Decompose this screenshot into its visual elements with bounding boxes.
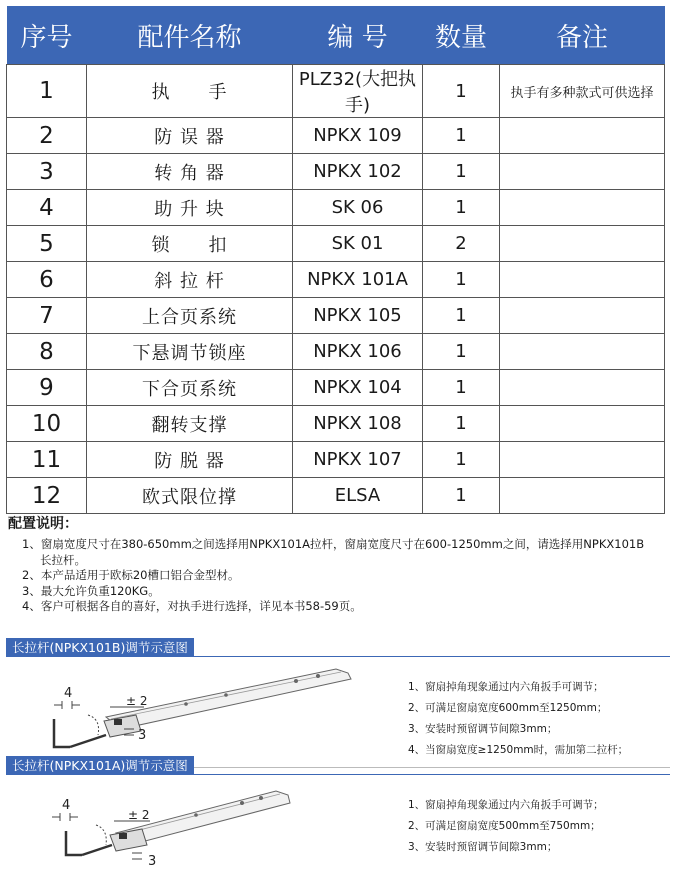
cell-code: NPKX 105 xyxy=(293,298,423,334)
rod-adjustment-diagram xyxy=(6,775,406,875)
dim-4: 4 xyxy=(62,798,71,813)
rod-adjustment-diagram xyxy=(6,657,406,767)
panel-npkx101b xyxy=(6,638,670,768)
cell-no: 4 xyxy=(7,190,87,226)
cell-name: 下合页系统 xyxy=(87,370,293,406)
cell-name: 锁 扣 xyxy=(87,226,293,262)
table-row xyxy=(7,154,665,190)
header-name: 配件名称 xyxy=(87,6,293,65)
hex-key-icon xyxy=(66,831,112,855)
cell-qty: 1 xyxy=(423,65,500,118)
cell-no: 8 xyxy=(7,334,87,370)
cell-no: 12 xyxy=(7,478,87,514)
cell-name: 上合页系统 xyxy=(87,298,293,334)
cell-code: NPKX 107 xyxy=(293,442,423,478)
cell-qty: 1 xyxy=(423,334,500,370)
cell-no: 5 xyxy=(7,226,87,262)
cell-name: 欧式限位撑 xyxy=(87,478,293,514)
cell-qty: 1 xyxy=(423,370,500,406)
cell-no: 6 xyxy=(7,262,87,298)
panel-title: 长拉杆(NPKX101A)调节示意图 xyxy=(6,756,194,775)
cell-name: 下悬调节锁座 xyxy=(87,334,293,370)
table-row xyxy=(7,65,665,118)
config-line: 2、本产品适用于欧标20槽口铝合金型材。 xyxy=(22,568,240,582)
table-row xyxy=(7,478,665,514)
cell-code: NPKX 104 xyxy=(293,370,423,406)
cell-qty: 1 xyxy=(423,262,500,298)
cell-qty: 1 xyxy=(423,298,500,334)
cell-name: 助 升 块 xyxy=(87,190,293,226)
config-title: 配置说明： xyxy=(8,516,78,532)
cell-no: 2 xyxy=(7,118,87,154)
header-no: 序号 xyxy=(7,6,87,65)
cell-qty: 1 xyxy=(423,154,500,190)
table-row xyxy=(7,406,665,442)
panel-npkx101a xyxy=(6,756,670,875)
header-code: 编 号 xyxy=(293,6,423,65)
cell-code: SK 06 xyxy=(293,190,423,226)
config-line: 1、窗扇宽度尺寸在380-650mm之间选择用NPKX101A拉杆，窗扇宽度尺寸在600-1250mm之间，请选择用NPKX101B xyxy=(22,537,645,551)
cell-code: NPKX 106 xyxy=(293,334,423,370)
cell-name: 转 角 器 xyxy=(87,154,293,190)
cell-code: PLZ32(大把执手) xyxy=(293,65,423,118)
panel-b-list xyxy=(408,679,628,763)
cell-code: SK 01 xyxy=(293,226,423,262)
cell-code: NPKX 101A xyxy=(293,262,423,298)
list-item: 1、窗扇掉角现象通过内六角扳手可调节； xyxy=(408,799,604,811)
cell-note xyxy=(500,406,665,442)
list-item: 2、可满足窗扇宽度500mm至750mm； xyxy=(408,820,601,832)
list-item: 3、安装时预留调节间隙3mm； xyxy=(408,723,558,735)
rod-base xyxy=(110,829,147,851)
cell-no: 10 xyxy=(7,406,87,442)
panel-title: 长拉杆(NPKX101B)调节示意图 xyxy=(6,638,194,657)
dim-3: 3 xyxy=(138,728,147,743)
config-notes xyxy=(8,513,678,615)
cell-note xyxy=(500,442,665,478)
table-row xyxy=(7,118,665,154)
cell-note: 执手有多种款式可供选择 xyxy=(500,65,665,118)
config-line: 3、最大允许负重120KG。 xyxy=(22,583,160,598)
list-item: 1、窗扇掉角现象通过内六角扳手可调节； xyxy=(408,681,604,693)
config-line: 4、客户可根据各自的喜好，对执手进行选择，详见本书58-59页。 xyxy=(22,599,362,613)
cell-no: 1 xyxy=(7,65,87,118)
cell-no: 7 xyxy=(7,298,87,334)
cell-qty: 1 xyxy=(423,406,500,442)
panel-a-list xyxy=(408,797,604,860)
cell-name: 防 误 器 xyxy=(87,118,293,154)
table-row xyxy=(7,298,665,334)
list-item: 4、当窗扇宽度≥1250mm时，需加第二拉杆； xyxy=(408,744,629,756)
rotation-arrow xyxy=(88,715,99,735)
dim-4: 4 xyxy=(64,686,73,701)
cell-note xyxy=(500,298,665,334)
cell-qty: 2 xyxy=(423,226,500,262)
cell-code: NPKX 109 xyxy=(293,118,423,154)
cell-no: 11 xyxy=(7,442,87,478)
cell-code: ELSA xyxy=(293,478,423,514)
cell-qty: 1 xyxy=(423,478,500,514)
table-row xyxy=(7,226,665,262)
cell-note xyxy=(500,262,665,298)
hex-key-icon xyxy=(54,719,106,747)
table-header-row xyxy=(7,6,665,65)
cell-code: NPKX 102 xyxy=(293,154,423,190)
cell-note xyxy=(500,190,665,226)
table-row xyxy=(7,370,665,406)
header-qty: 数量 xyxy=(423,6,500,65)
cell-name: 防 脱 器 xyxy=(87,442,293,478)
cell-code: NPKX 108 xyxy=(293,406,423,442)
dim-pm2: ± 2 xyxy=(126,694,148,708)
cell-no: 9 xyxy=(7,370,87,406)
rotation-arrow xyxy=(96,825,106,845)
table-row xyxy=(7,190,665,226)
cell-no: 3 xyxy=(7,154,87,190)
cell-qty: 1 xyxy=(423,118,500,154)
cell-name: 斜 拉 杆 xyxy=(87,262,293,298)
table-row xyxy=(7,334,665,370)
cell-name: 执 手 xyxy=(87,65,293,118)
list-item: 3、安装时预留调节间隙3mm； xyxy=(408,841,558,853)
table-row xyxy=(7,262,665,298)
config-line: 长拉杆。 xyxy=(40,552,86,567)
table-row xyxy=(7,442,665,478)
cell-note xyxy=(500,334,665,370)
cell-note xyxy=(500,478,665,514)
dim-pm2: ± 2 xyxy=(128,808,150,822)
cell-note xyxy=(500,370,665,406)
cell-name: 翻转支撑 xyxy=(87,406,293,442)
cell-note xyxy=(500,154,665,190)
cell-note xyxy=(500,226,665,262)
dim-3: 3 xyxy=(148,854,157,869)
list-item: 2、可满足窗扇宽度600mm至1250mm； xyxy=(408,702,608,714)
parts-table xyxy=(6,6,665,514)
cell-note xyxy=(500,118,665,154)
header-note: 备注 xyxy=(500,6,665,65)
cell-qty: 1 xyxy=(423,442,500,478)
cell-qty: 1 xyxy=(423,190,500,226)
